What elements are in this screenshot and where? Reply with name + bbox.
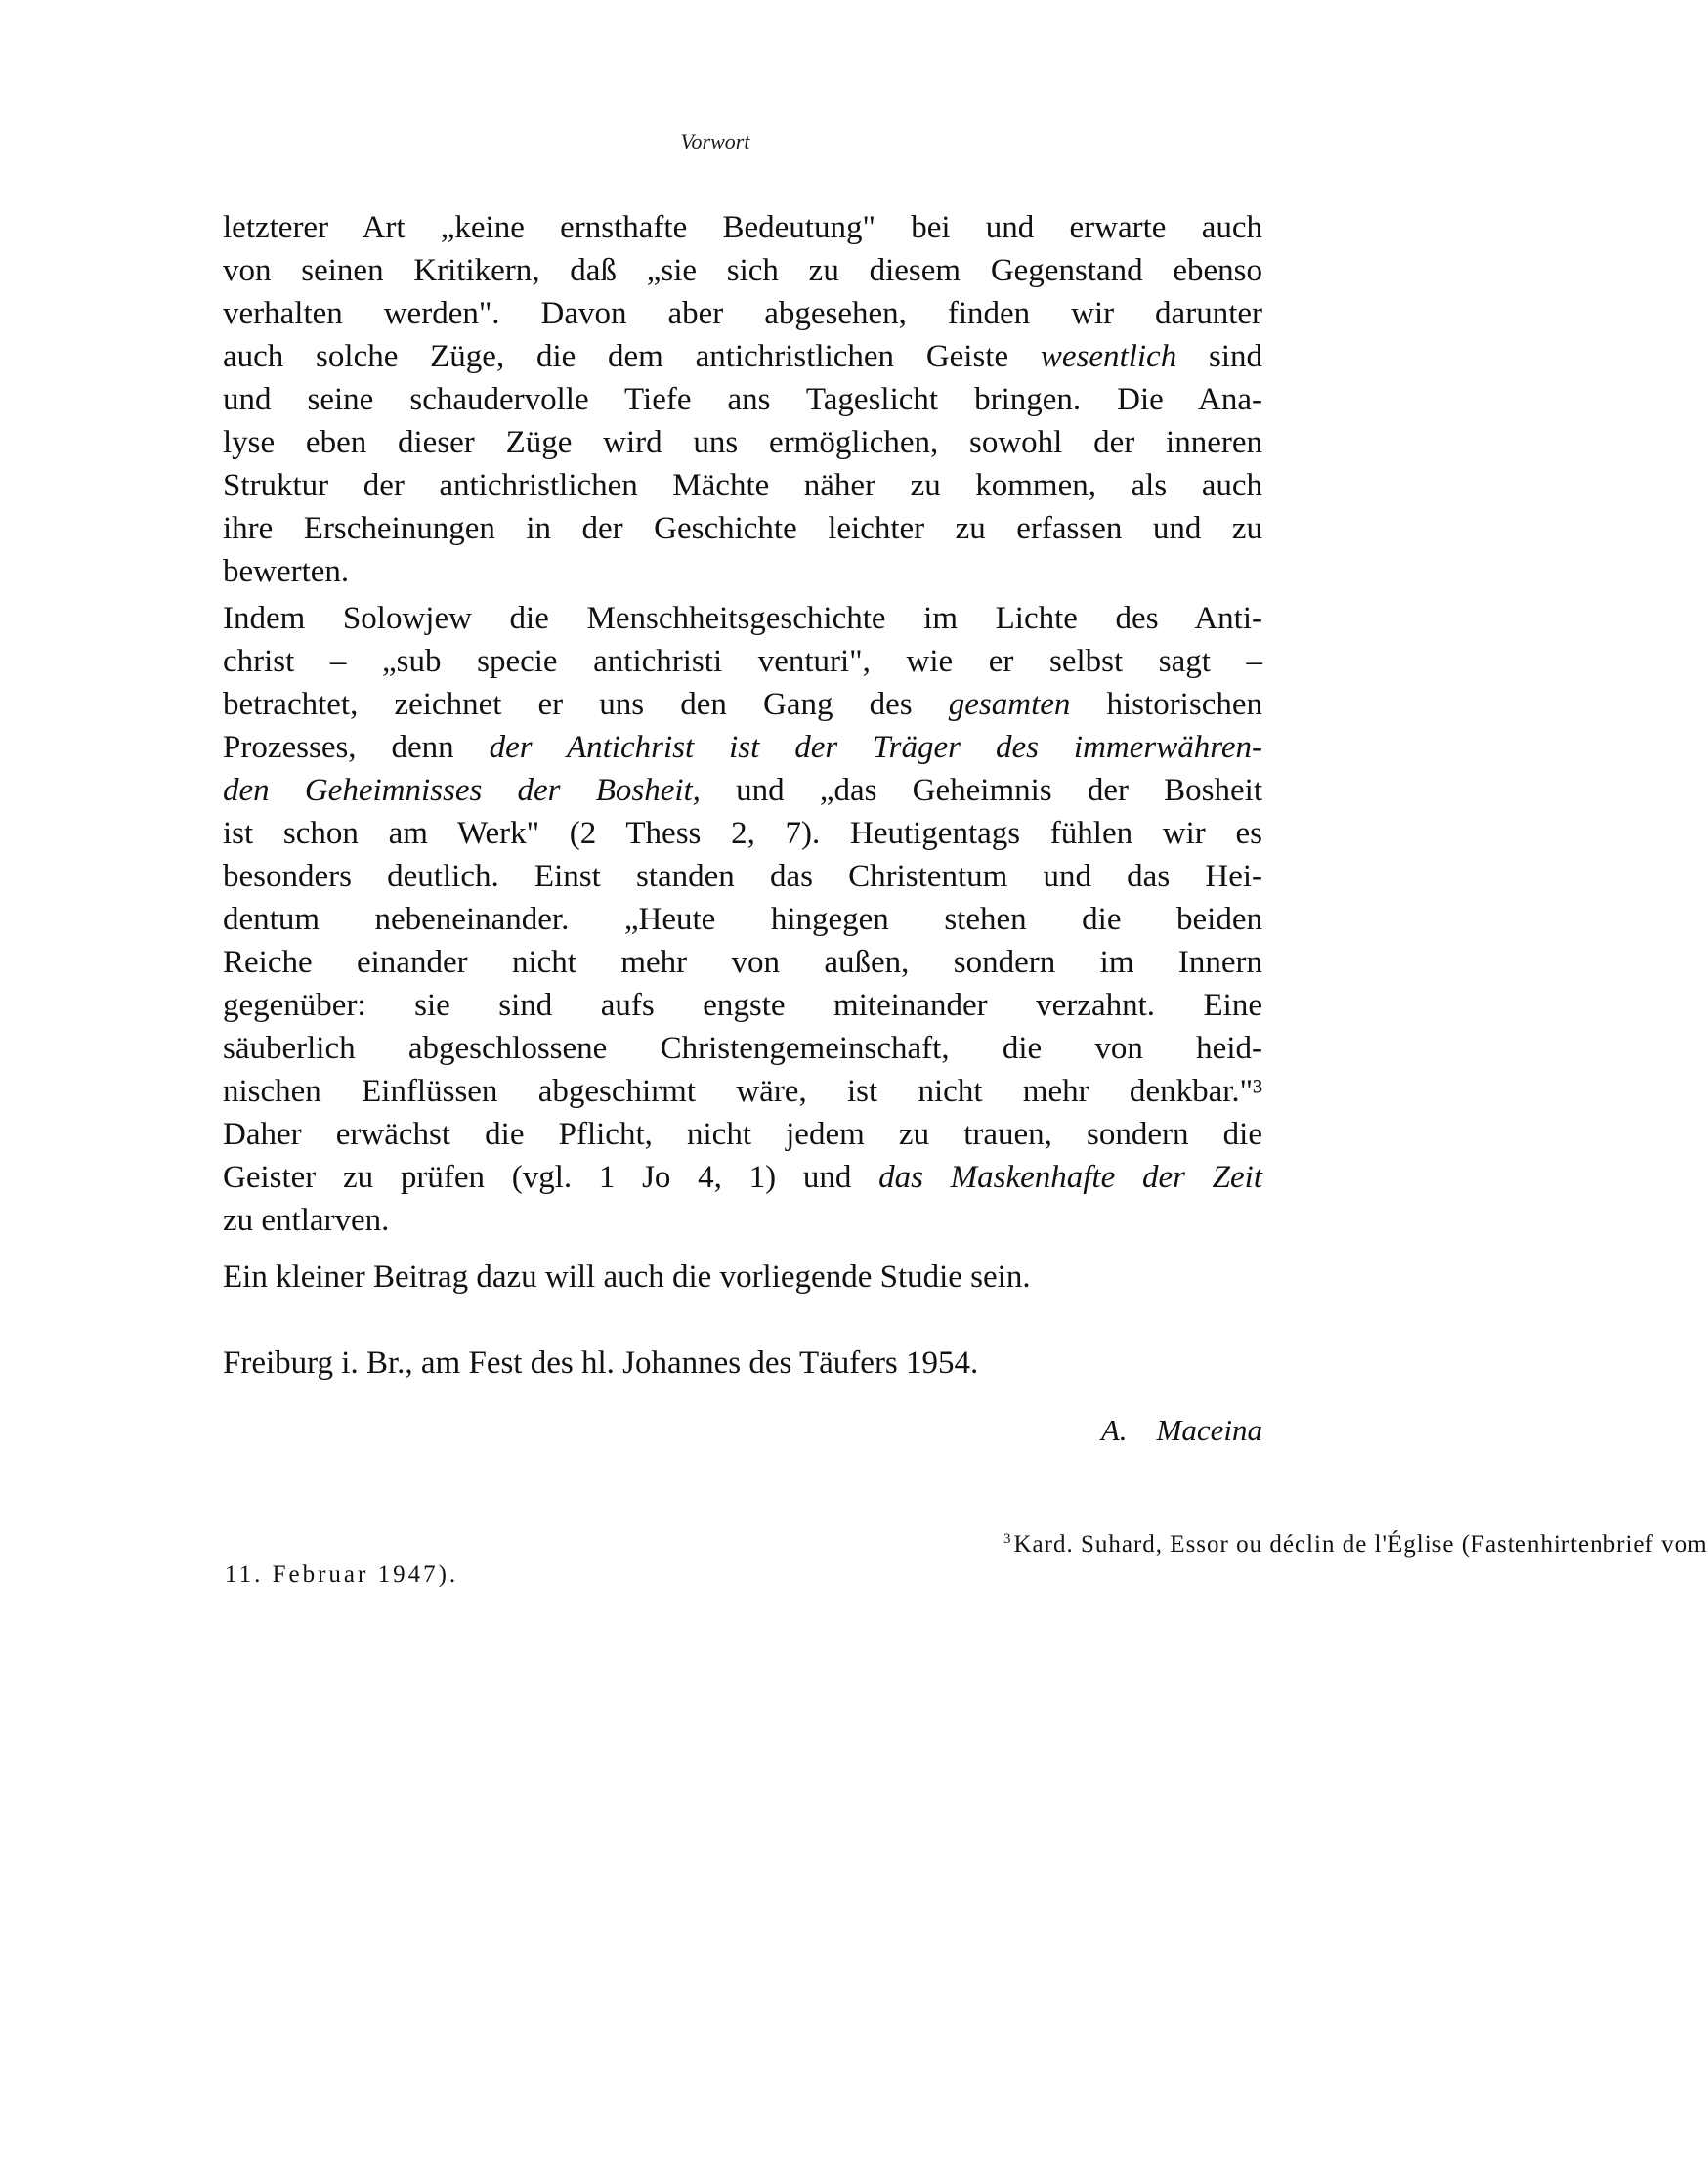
text-segment: historischen [1070,687,1262,722]
text-line [223,1258,1262,1297]
text-segment: und seine schaudervolle Tiefe ans Tageslicht bringen. Die Ana- [223,382,1262,417]
text-line [223,1201,1262,1240]
text-segment: auch solche Züge, die dem antichristlichen Geiste [223,339,1041,374]
text-line [223,466,1262,505]
running-header: Vorwort [680,129,750,153]
text-segment: ihre Erscheinungen in der Geschichte leichter zu erfassen und zu [223,511,1262,546]
text-line [223,1344,1262,1383]
text-line [223,685,1262,724]
text-segment: säuberlich abgeschlossene Christengemeinschaft, die von heid- [223,1031,1262,1066]
text-line [223,599,1262,638]
text-segment: ist schon am Werk" (2 Thess 2, 7). Heutigentags fühlen wir es [223,816,1262,851]
text-line [223,423,1262,462]
text-segment: Reiche einander nicht mehr von außen, sondern im Innern [223,945,1262,980]
text-line [223,1158,1262,1197]
text-line [223,380,1262,419]
signature [1075,1411,1262,1450]
text-segment: betrachtet, zeichnet er uns den Gang des [223,687,949,722]
text-line [223,251,1262,290]
footnote-text: Kard. Suhard, Essor ou déclin de l'Église (Fastenhirtenbrief vom [1013,1531,1708,1558]
text-segment: Daher erwächst die Pflicht, nicht jedem zu trauen, sondern die [223,1117,1262,1152]
text-segment: letzterer Art „keine ernsthafte Bedeutung" bei und erwarte auch [223,210,1262,245]
footnote-line-2: 11. Februar 1947). [225,1561,459,1588]
text-line [223,814,1262,853]
text-segment: von seinen Kritikern, daß „sie sich zu diesem Gegenstand ebenso [223,253,1262,288]
text-segment: Freiburg i. Br., am Fest des hl. Johannes des Täufers 1954. [223,1345,979,1381]
text-line [223,1115,1262,1154]
text-line [223,552,1262,591]
signature-initial: A. [1100,1413,1128,1447]
text-line [223,943,1262,982]
text-line [223,642,1262,681]
text-line [223,208,1262,247]
text-segment: verhalten werden". Davon aber abgesehen, finden wir darunter [223,296,1262,331]
footnote-line-1 [1003,1524,1708,1559]
text-line [223,337,1262,376]
text-line [223,771,1262,810]
text-segment: Indem Solowjew die Menschheitsgeschichte im Lichte des Anti- [223,601,1262,636]
text-segment: lyse eben dieser Züge wird uns ermöglichen, sowohl der inneren [223,425,1262,460]
text-segment: nischen Einflüssen abgeschirmt wäre, ist nicht mehr denkbar."³ [223,1074,1262,1109]
text-segment: Struktur der antichristlichen Mächte näher zu kommen, als auch [223,468,1262,503]
text-segment: zu entlarven. [223,1203,390,1238]
italic-text: den Geheimnisses der Bosheit, [223,773,701,808]
text-segment: gegenüber: sie sind aufs engste miteinander verzahnt. Eine [223,988,1262,1023]
text-line [223,294,1262,333]
text-segment: Geister zu prüfen (vgl. 1 Jo 4, 1) und [223,1160,879,1195]
text-segment: bewerten. [223,554,350,589]
text-line [223,509,1262,548]
text-line [223,986,1262,1025]
text-segment: besonders deutlich. Einst standen das Christentum und das Hei- [223,859,1262,894]
text-segment: und „das Geheimnis der Bosheit [700,773,1262,808]
signature-surname: Maceina [1156,1413,1262,1447]
italic-text: gesamten [948,687,1071,722]
text-line [223,857,1262,896]
italic-text: das Maskenhafte der Zeit [878,1160,1263,1195]
text-segment: sind [1176,339,1262,374]
italic-text: wesentlich [1040,339,1177,374]
text-line [223,1029,1262,1068]
text-segment: christ – „sub specie antichristi venturi", wie er selbst sagt – [223,644,1262,679]
text-line [223,1072,1262,1111]
text-segment: Ein kleiner Beitrag dazu will auch die vorliegende Studie sein. [223,1259,1031,1295]
italic-text: der Antichrist ist der Träger des immerwähren- [489,730,1262,765]
text-segment: Prozesses, denn [223,730,490,765]
text-line [223,900,1262,939]
footnote-marker: 3 [1003,1531,1012,1547]
text-segment: dentum nebeneinander. „Heute hingegen stehen die beiden [223,902,1262,937]
text-line [223,728,1262,767]
